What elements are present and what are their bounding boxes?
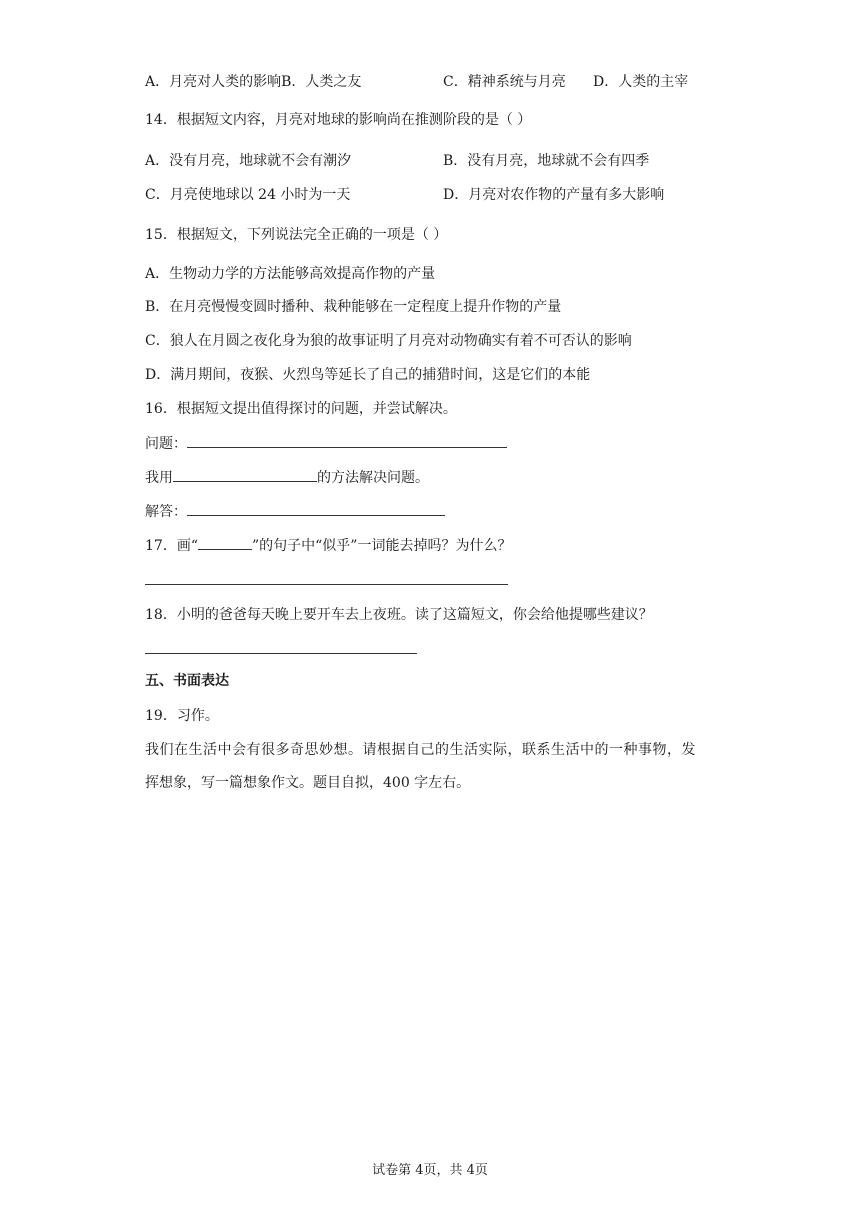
q19-body-line1: 我们在生活中会有很多奇思妙想。请根据自己的生活实际，联系生活中的一种事物，发	[145, 742, 696, 758]
q14-option-d: D．月亮对农作物的产量有多大影响	[443, 187, 665, 203]
q15-option-a: A．生物动力学的方法能够高效提高作物的产量	[145, 266, 436, 282]
q19-body-line2: 挥想象，写一篇想象作文。题目自拟，400 字左右。	[145, 775, 471, 791]
q14-option-b: B．没有月亮，地球就不会有四季	[443, 153, 650, 169]
section5-heading: 五、书面表达	[145, 673, 229, 689]
q16-question-row	[145, 433, 507, 454]
q16-method-row	[145, 467, 429, 488]
q15-option-b: B．在月亮慢慢变圆时播种、栽种能够在一定程度上提升作物的产量	[145, 299, 562, 315]
q17-answer-line[interactable]	[145, 584, 508, 585]
q16-question-blank[interactable]	[187, 433, 507, 448]
q14-option-a: A．没有月亮，地球就不会有潮汐	[145, 153, 352, 169]
q13-option-a: A．月亮对人类的影响	[145, 74, 282, 90]
q15-option-d: D．满月期间，夜猴、火烈鸟等延长了自己的捕猎时间，这是它们的本能	[145, 367, 591, 383]
q17-stem-suffix: ”的句子中“似乎”一词能去掉吗？为什么？	[251, 538, 512, 554]
q18-stem: 18．小明的爸爸每天晚上要开车去上夜班。读了这篇短文，你会给他提哪些建议？	[145, 607, 653, 623]
q14-stem: 14．根据短文内容，月亮对地球的影响尚在推测阶段的是（ ）	[145, 112, 532, 128]
q16-answer-row	[145, 501, 445, 522]
q16-method-prefix: 我用	[145, 470, 173, 486]
q16-answer-label: 解答：	[145, 504, 187, 520]
q13-option-c: C．精神系统与月亮	[443, 74, 566, 90]
q15-stem: 15．根据短文，下列说法完全正确的一项是（ ）	[145, 227, 448, 243]
q13-option-b: B．人类之友	[281, 74, 362, 90]
q15-option-c: C．狼人在月圆之夜化身为狼的故事证明了月亮对动物确实有着不可否认的影响	[145, 333, 632, 349]
q16-method-suffix: 的方法解决问题。	[317, 470, 429, 486]
q16-question-label: 问题：	[145, 436, 187, 452]
q17-stem-prefix: 17．画“	[145, 538, 198, 554]
q16-answer-blank[interactable]	[187, 501, 445, 516]
q14-option-c: C．月亮使地球以 24 小时为一天	[145, 187, 351, 203]
q18-answer-line[interactable]	[145, 653, 417, 654]
q13-options-row	[145, 72, 361, 92]
q17-underline-sample	[198, 535, 252, 550]
q16-stem: 16．根据短文提出值得探讨的问题，并尝试解决。	[145, 401, 457, 417]
q16-method-blank[interactable]	[173, 467, 317, 482]
q13-option-d: D．人类的主宰	[593, 74, 689, 90]
page-footer: 试卷第 4页，共 4页	[372, 1163, 488, 1178]
q17-stem-row	[145, 535, 511, 556]
q19-stem: 19．习作。	[145, 708, 219, 724]
